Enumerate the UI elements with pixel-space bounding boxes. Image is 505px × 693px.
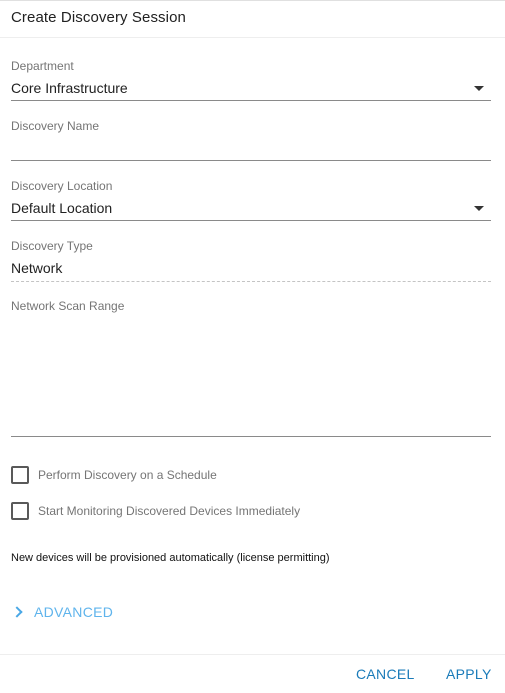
- advanced-toggle[interactable]: [12, 604, 113, 620]
- discovery-name-input[interactable]: [11, 137, 491, 161]
- discovery-location-label: Discovery Location: [11, 179, 113, 193]
- discovery-type-value: Network: [11, 260, 63, 276]
- advanced-label: ADVANCED: [34, 604, 114, 620]
- network-scan-range-label: Network Scan Range: [11, 299, 125, 313]
- monitoring-checkbox-row[interactable]: [11, 502, 300, 520]
- department-select[interactable]: [11, 59, 491, 101]
- network-scan-range-underline: [11, 436, 491, 437]
- discovery-name-field[interactable]: [11, 119, 491, 161]
- department-label: Department: [11, 59, 74, 73]
- discovery-name-label: Discovery Name: [11, 119, 100, 133]
- schedule-checkbox-row[interactable]: [11, 466, 217, 484]
- schedule-checkbox[interactable]: [11, 466, 29, 484]
- department-underline: [11, 100, 491, 101]
- discovery-type-field: [11, 239, 491, 283]
- monitoring-checkbox-label: Start Monitoring Discovered Devices Immediately: [38, 504, 301, 518]
- monitoring-checkbox[interactable]: [11, 502, 29, 520]
- discovery-location-value: Default Location: [11, 200, 113, 216]
- cancel-button[interactable]: CANCEL: [356, 666, 415, 682]
- network-scan-range-field[interactable]: [11, 299, 491, 437]
- chevron-right-icon: [11, 606, 22, 617]
- discovery-type-underline: [11, 281, 491, 282]
- discovery-location-underline: [11, 220, 491, 221]
- chevron-down-icon[interactable]: [474, 86, 484, 91]
- footer-divider: [0, 654, 505, 655]
- apply-button[interactable]: APPLY: [446, 666, 492, 682]
- discovery-name-underline: [11, 160, 491, 161]
- chevron-down-icon[interactable]: [474, 206, 484, 211]
- discovery-location-select[interactable]: [11, 179, 491, 221]
- schedule-checkbox-label: Perform Discovery on a Schedule: [38, 468, 217, 482]
- discovery-type-label: Discovery Type: [11, 239, 93, 253]
- provisioning-notice: New devices will be provisioned automatically (license permitting): [11, 552, 330, 564]
- department-value: Core Infrastructure: [11, 80, 128, 96]
- network-scan-range-textarea[interactable]: [11, 317, 491, 435]
- title-divider: [0, 37, 505, 38]
- dialog-title: Create Discovery Session: [11, 9, 186, 26]
